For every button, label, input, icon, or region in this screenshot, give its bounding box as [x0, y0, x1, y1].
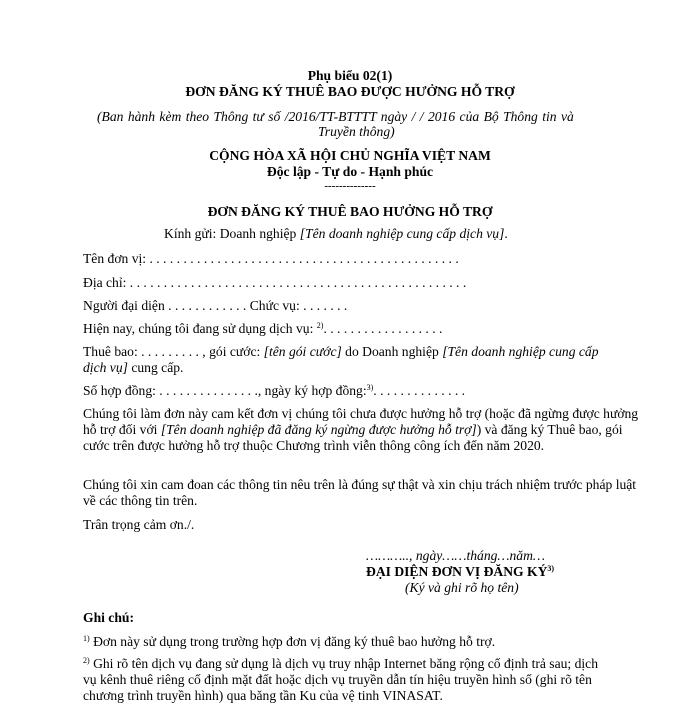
- contract-dots: . . . . . . . . . . . . . .: [373, 383, 466, 398]
- address-field: Địa chỉ: . . . . . . . . . . . . . . . . . . . . . . . . . . . . . . . . . . . . . . . . . . . . . . . . . .: [83, 275, 467, 290]
- current-service-dots: . . . . . . . . . . . . . . . . . .: [323, 321, 443, 336]
- subscriber-provider-label: do Doanh nghiệp: [341, 344, 443, 359]
- greeting-prefix: Kính gửi: Doanh nghiệp: [164, 226, 300, 241]
- signature-footnote-ref: 3): [547, 564, 555, 573]
- signature-title: [366, 564, 554, 580]
- note-1-text: Đơn này sử dụng trong trường hợp đơn vị đăng ký thuê bao hưởng hỗ trợ.: [89, 634, 496, 649]
- issued-by-line-2: Truyền thông): [318, 124, 395, 139]
- commitment-text-1: Chúng tôi làm đơn này cam kết đơn vị chúng tôi chưa được hưởng hỗ trợ (hoặc đã ngừng được hưởng hỗ trợ đối với: [83, 406, 639, 437]
- package-name-placeholder: [tên gói cước]: [263, 344, 342, 359]
- appendix-label: Phụ biểu 02(1): [307, 68, 393, 83]
- document-heading: ĐƠN ĐĂNG KÝ THUÊ BAO ĐƯỢC HƯỞNG HỖ TRỢ: [185, 84, 515, 99]
- note-2-line-2: vụ kênh thuê riêng cố định mặt đất hoặc dịch vụ truyền dẫn tín hiệu truyền hình số (ghi rõ tên: [83, 672, 592, 687]
- current-service-field: [83, 321, 442, 337]
- contract-label: Số hợp đồng: . . . . . . . . . . . . . . ., ngày ký hợp đồng:: [83, 383, 367, 398]
- stopped-provider-placeholder: [Tên doanh nghiệp đã đăng ký ngừng được hưởng hỗ trợ]: [160, 422, 477, 437]
- greeting-recipient: [Tên doanh nghiệp cung cấp dịch vụ]: [299, 226, 505, 241]
- subscriber-field: [83, 344, 623, 376]
- contract-field: [83, 383, 465, 399]
- representative-field: Người đại diện . . . . . . . . . . . . Chức vụ: . . . . . . .: [83, 298, 348, 313]
- unit-name-field: Tên đơn vị: . . . . . . . . . . . . . . . . . . . . . . . . . . . . . . . . . . . . . . . . . . . . . .: [83, 251, 459, 266]
- signature-date: ……….., ngày……tháng…năm…: [366, 548, 546, 563]
- form-title: ĐƠN ĐĂNG KÝ THUÊ BAO HƯỞNG HỖ TRỢ: [207, 204, 493, 219]
- signature-title-text: ĐẠI DIỆN ĐƠN VỊ ĐĂNG KÝ: [366, 564, 548, 579]
- note-1-marker: 1): [83, 634, 90, 643]
- contract-footnote-ref: 3): [366, 383, 374, 392]
- national-motto: Độc lập - Tự do - Hạnh phúc: [266, 164, 434, 179]
- note-2-line-1: [83, 656, 598, 672]
- current-service-footnote-ref: 2): [316, 321, 324, 330]
- republic-name: CỘNG HÒA XÃ HỘI CHỦ NGHĨA VIỆT NAM: [209, 148, 491, 163]
- issued-by-line-1: (Ban hành kèm theo Thông tư số /2016/TT-BTTTT ngày / / 2016 của Bộ Thông tin và: [97, 109, 574, 124]
- greeting-suffix: .: [504, 226, 508, 241]
- notes-heading: Ghi chú:: [83, 610, 134, 625]
- commitment-paragraph: [83, 406, 639, 454]
- note-2-text-1: Ghi rõ tên dịch vụ đang sử dụng là dịch vụ truy nhập Internet băng rộng cố định trả sau; dịch: [89, 656, 599, 671]
- note-2-line-3: chương trình truyền hình) qua băng tần Ku của vệ tinh VINASAT.: [83, 688, 443, 703]
- thanks-line: Trân trọng cảm ơn./.: [83, 517, 195, 532]
- signature-instruction: (Ký và ghi rõ họ tên): [405, 580, 519, 595]
- provider-name-placeholder: [Tên doanh nghiệp cung cấp dịch vụ]: [83, 344, 599, 375]
- subscriber-suffix: cung cấp.: [127, 360, 184, 375]
- greeting: [164, 226, 508, 242]
- note-1: [83, 634, 495, 650]
- commitment-text-2: ) và đăng ký Thuê bao, gói cước trên được hưởng hỗ trợ thuộc Chương trình viễn thông công ích đến năm 2020.: [83, 422, 623, 453]
- guarantee-paragraph: Chúng tôi xin cam đoan các thông tin nêu trên là đúng sự thật và xin chịu trách nhiệm trước pháp luật về các thông tin trên.: [83, 477, 637, 508]
- note-2-marker: 2): [83, 656, 90, 665]
- current-service-label: Hiện nay, chúng tôi đang sử dụng dịch vụ:: [83, 321, 317, 336]
- subscriber-label: Thuê bao: . . . . . . . . . , gói cước:: [83, 344, 264, 359]
- motto-separator: --------------: [324, 180, 376, 192]
